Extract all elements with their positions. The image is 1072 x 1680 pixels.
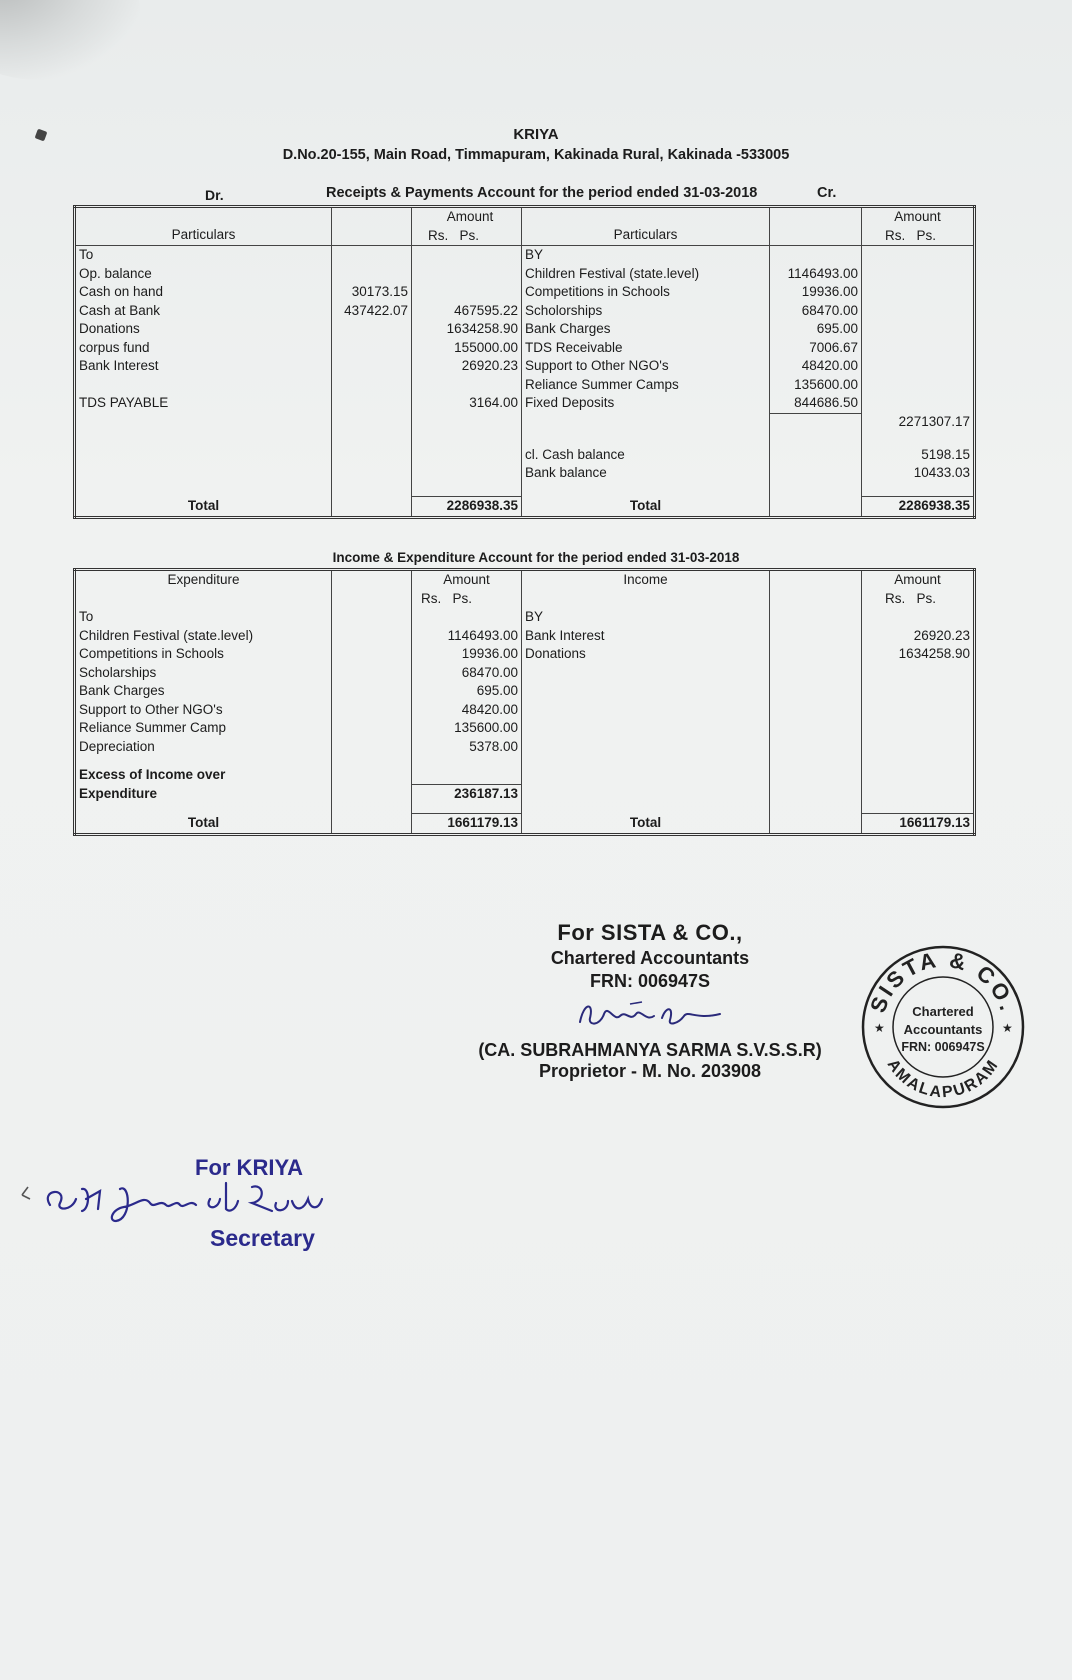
stamp-star-left-icon: ★ — [874, 1021, 885, 1035]
rp-row — [75, 376, 975, 395]
rp-particulars-header-right: Particulars — [522, 207, 770, 246]
org-address: D.No.20-155, Main Road, Timmapuram, Kakinada Rural, Kakinada -533005 — [282, 147, 790, 163]
rp-payment-amount — [862, 283, 975, 302]
rp-receipt-amount — [412, 283, 522, 302]
ie-expenditure-label: Scholarships — [75, 664, 332, 683]
signature-scribble-icon — [570, 992, 730, 1036]
ie-expenditure-label: Reliance Summer Camp — [75, 719, 332, 738]
rp-receipt-inner: 437422.07 — [332, 302, 412, 321]
rp-row — [75, 302, 975, 321]
stamp-star-right-icon: ★ — [1002, 1021, 1013, 1035]
ie-income-amount — [862, 738, 975, 757]
rp-payment-inner: 695.00 — [770, 320, 862, 339]
page-corner-shadow — [0, 0, 140, 80]
ie-row — [75, 627, 975, 646]
rp-receipt-label: Cash on hand — [75, 283, 332, 302]
ie-row — [75, 645, 975, 664]
ie-empty — [770, 645, 862, 664]
rp-receipt-amount: 467595.22 — [412, 302, 522, 321]
rp-receipt-inner — [332, 376, 412, 395]
rp-payment-label: Reliance Summer Camps — [522, 376, 770, 395]
auditor-proprietor: (CA. SUBRAHMANYA SARMA S.V.S.S.R) — [478, 1040, 822, 1060]
rp-payment-amount — [862, 320, 975, 339]
stamp-line-3: FRN: 006947S — [901, 1040, 985, 1054]
ie-empty — [770, 719, 862, 738]
ie-income-header: Income — [522, 570, 770, 609]
rp-empty — [332, 446, 412, 465]
rp-header-row — [75, 207, 975, 246]
auditor-signature — [460, 992, 840, 1036]
rp-closing-row — [75, 446, 975, 465]
rp-payment-amount — [862, 376, 975, 395]
rp-payment-inner: 68470.00 — [770, 302, 862, 321]
rp-receipt-label: Donations — [75, 320, 332, 339]
rp-rsps-label: Rs. Ps. — [428, 227, 480, 243]
rp-receipt-inner — [332, 339, 412, 358]
ie-income-amount: 26920.23 — [862, 627, 975, 646]
ie-income-label — [522, 701, 770, 720]
receipts-payments-table — [73, 205, 976, 519]
ie-rsps-label: Rs. Ps. — [421, 590, 473, 606]
rp-receipt-label: Cash at Bank — [75, 302, 332, 321]
rp-receipt-inner — [332, 320, 412, 339]
rp-total-label-left: Total — [75, 497, 332, 518]
rp-receipt-inner — [332, 394, 412, 413]
ie-income-label — [522, 719, 770, 738]
ie-row — [75, 719, 975, 738]
ie-expenditure-amount: 48420.00 — [412, 701, 522, 720]
ie-total-row — [75, 814, 975, 835]
ie-expenditure-label: Competitions in Schools — [75, 645, 332, 664]
ie-excess-amount: 236187.13 — [412, 785, 522, 804]
auditor-stamp — [858, 942, 1028, 1112]
rp-total-label-right: Total — [522, 497, 770, 518]
ie-expenditure-amount: 695.00 — [412, 682, 522, 701]
rp-subtotal-row — [75, 413, 975, 432]
rp-amount-header — [412, 207, 522, 246]
secretary-block — [20, 1155, 450, 1275]
rp-payment-amount — [862, 339, 975, 358]
ie-excess-row-2 — [75, 785, 975, 804]
rp-payment-label: Bank Charges — [522, 320, 770, 339]
rp-amount-header-right — [862, 207, 975, 246]
ie-row — [75, 738, 975, 757]
ie-amount-header-right — [862, 570, 975, 609]
rp-row — [75, 394, 975, 413]
rp-payment-label: Children Festival (state.level) — [522, 265, 770, 284]
ie-income-amount — [862, 682, 975, 701]
rp-receipt-amount: 1634258.90 — [412, 320, 522, 339]
stamp-line-1: Chartered — [912, 1004, 974, 1019]
rp-inner-header-right — [770, 207, 862, 246]
rp-row — [75, 339, 975, 358]
rp-rsps-label-right: Rs. Ps. — [885, 227, 937, 243]
rp-particulars-header: Particulars — [75, 207, 332, 246]
rp-inner-header — [332, 207, 412, 246]
org-name: KRIYA — [513, 126, 559, 143]
ie-row — [75, 664, 975, 683]
rp-payment-amount — [862, 302, 975, 321]
ie-row — [75, 701, 975, 720]
rp-closing-amount: 10433.03 — [862, 464, 975, 483]
ie-empty — [332, 701, 412, 720]
rp-to-prefix: To — [75, 246, 332, 265]
rp-payments-subtotal: 2271307.17 — [862, 413, 975, 432]
ie-empty — [332, 682, 412, 701]
ie-prefix-row — [75, 608, 975, 627]
ie-amount-header — [412, 570, 522, 609]
ie-income-label: Bank Interest — [522, 627, 770, 646]
rp-empty — [75, 446, 332, 465]
rp-closing-label: Bank balance — [522, 464, 770, 483]
ie-spacer-row — [75, 756, 975, 766]
rp-row — [75, 357, 975, 376]
rp-receipt-amount — [412, 376, 522, 395]
ie-empty — [770, 627, 862, 646]
rp-receipt-label: TDS PAYABLE — [75, 394, 332, 413]
rp-empty — [412, 446, 522, 465]
stamp-top-arc: SISTA & CO. — [865, 946, 1022, 1016]
auditor-frn: FRN: 006947S — [589, 971, 711, 991]
rp-spacer-row — [75, 432, 975, 446]
rp-receipt-label: Bank Interest — [75, 357, 332, 376]
ie-expenditure-label: Support to Other NGO's — [75, 701, 332, 720]
rp-payment-inner: 19936.00 — [770, 283, 862, 302]
ie-empty — [332, 664, 412, 683]
ie-empty — [332, 645, 412, 664]
rp-empty — [770, 446, 862, 465]
ie-income-amount: 1634258.90 — [862, 645, 975, 664]
rp-payment-inner: 135600.00 — [770, 376, 862, 395]
ie-income-amount — [862, 719, 975, 738]
ie-row — [75, 682, 975, 701]
rp-payment-label: Competitions in Schools — [522, 283, 770, 302]
for-kriya-label: For KRIYA — [195, 1155, 303, 1180]
rp-total-row — [75, 497, 975, 518]
ie-expenditure-amount: 135600.00 — [412, 719, 522, 738]
rp-payment-label: Scholorships — [522, 302, 770, 321]
rp-empty — [332, 464, 412, 483]
ie-amount-label-right: Amount — [894, 572, 941, 587]
rp-receipt-label — [75, 376, 332, 395]
secretary-label: Secretary — [210, 1225, 315, 1251]
ie-empty — [332, 627, 412, 646]
ie-income-label: Donations — [522, 645, 770, 664]
ie-total-right: 1661179.13 — [862, 814, 975, 835]
rp-receipt-inner — [332, 357, 412, 376]
rp-closing-row — [75, 464, 975, 483]
ie-empty — [770, 738, 862, 757]
ie-total-left: 1661179.13 — [412, 814, 522, 835]
ie-total-label-right: Total — [522, 814, 770, 835]
rp-row — [75, 283, 975, 302]
auditor-block — [460, 920, 840, 1082]
rp-payment-label: Fixed Deposits — [522, 394, 770, 413]
dr-label: Dr. — [205, 187, 224, 203]
cr-label: Cr. — [817, 185, 837, 201]
rp-payment-inner: 7006.67 — [770, 339, 862, 358]
auditor-designation: Chartered Accountants — [550, 948, 750, 968]
ie-excess-row-1 — [75, 766, 975, 785]
ie-empty — [770, 664, 862, 683]
rp-receipt-amount — [412, 265, 522, 284]
stamp-line-2: Accountants — [903, 1022, 983, 1037]
ie-total-label-left: Total — [75, 814, 332, 835]
rp-title: Receipts & Payments Account for the period ended 31-03-2018 — [326, 185, 758, 201]
ie-empty — [332, 738, 412, 757]
rp-payment-inner: 844686.50 — [770, 394, 862, 413]
ie-income-amount — [862, 664, 975, 683]
stamp-bottom-arc: AMALAPURAM — [883, 1056, 1003, 1102]
ie-expenditure-header: Expenditure — [75, 570, 332, 609]
ie-header-row — [75, 570, 975, 609]
rp-amount-label-right: Amount — [894, 209, 941, 224]
ie-expenditure-amount: 5378.00 — [412, 738, 522, 757]
ie-title: Income & Expenditure Account for the period ended 31-03-2018 — [332, 550, 740, 565]
rp-receipt-amount: 155000.00 — [412, 339, 522, 358]
ie-amount-label: Amount — [443, 572, 490, 587]
ie-excess-label-1: Excess of Income over — [75, 766, 332, 785]
auditor-membership: Proprietor - M. No. 203908 — [538, 1061, 762, 1081]
rp-total-left: 2286938.35 — [412, 497, 522, 518]
ie-expenditure-amount: 19936.00 — [412, 645, 522, 664]
ie-empty — [332, 719, 412, 738]
auditor-firm: For SISTA & CO., — [557, 920, 743, 945]
rp-empty — [75, 464, 332, 483]
rp-total-right: 2286938.35 — [862, 497, 975, 518]
rp-receipt-amount: 26920.23 — [412, 357, 522, 376]
ie-to-prefix: To — [75, 608, 332, 627]
rp-row — [75, 265, 975, 284]
rp-empty — [770, 464, 862, 483]
rp-row — [75, 320, 975, 339]
rp-receipt-inner: 30173.15 — [332, 283, 412, 302]
rp-amount-label: Amount — [446, 209, 494, 224]
rp-payment-inner: 48420.00 — [770, 357, 862, 376]
rp-payment-inner: 1146493.00 — [770, 265, 862, 284]
ie-income-amount — [862, 701, 975, 720]
stamp-center — [858, 942, 1028, 1112]
rp-payment-amount — [862, 357, 975, 376]
rp-by-prefix: BY — [522, 246, 770, 265]
ie-expenditure-label: Depreciation — [75, 738, 332, 757]
ie-empty — [770, 682, 862, 701]
ie-expenditure-amount: 1146493.00 — [412, 627, 522, 646]
rp-closing-label: cl. Cash balance — [522, 446, 770, 465]
rp-empty — [412, 464, 522, 483]
ie-income-label — [522, 682, 770, 701]
rp-receipt-inner — [332, 265, 412, 284]
rp-receipt-label: Op. balance — [75, 265, 332, 284]
rp-closing-amount: 5198.15 — [862, 446, 975, 465]
ie-income-label — [522, 664, 770, 683]
ie-expenditure-amount: 68470.00 — [412, 664, 522, 683]
rp-payment-amount — [862, 265, 975, 284]
ie-expenditure-label: Bank Charges — [75, 682, 332, 701]
rp-receipt-label: corpus fund — [75, 339, 332, 358]
rp-receipt-amount: 3164.00 — [412, 394, 522, 413]
rp-prefix-row — [75, 246, 975, 265]
rp-payment-label: TDS Receivable — [522, 339, 770, 358]
ie-expenditure-label: Children Festival (state.level) — [75, 627, 332, 646]
ie-rsps-label-right: Rs. Ps. — [885, 590, 937, 606]
rp-payment-amount — [862, 394, 975, 413]
income-expenditure-table — [73, 568, 976, 836]
ie-empty — [770, 701, 862, 720]
ie-by-prefix: BY — [522, 608, 770, 627]
ie-excess-label-2: Expenditure — [75, 785, 332, 804]
rp-payment-label: Support to Other NGO's — [522, 357, 770, 376]
ie-spacer-row-2 — [75, 804, 975, 814]
rp-spacer-row-2 — [75, 483, 975, 497]
ie-income-label — [522, 738, 770, 757]
